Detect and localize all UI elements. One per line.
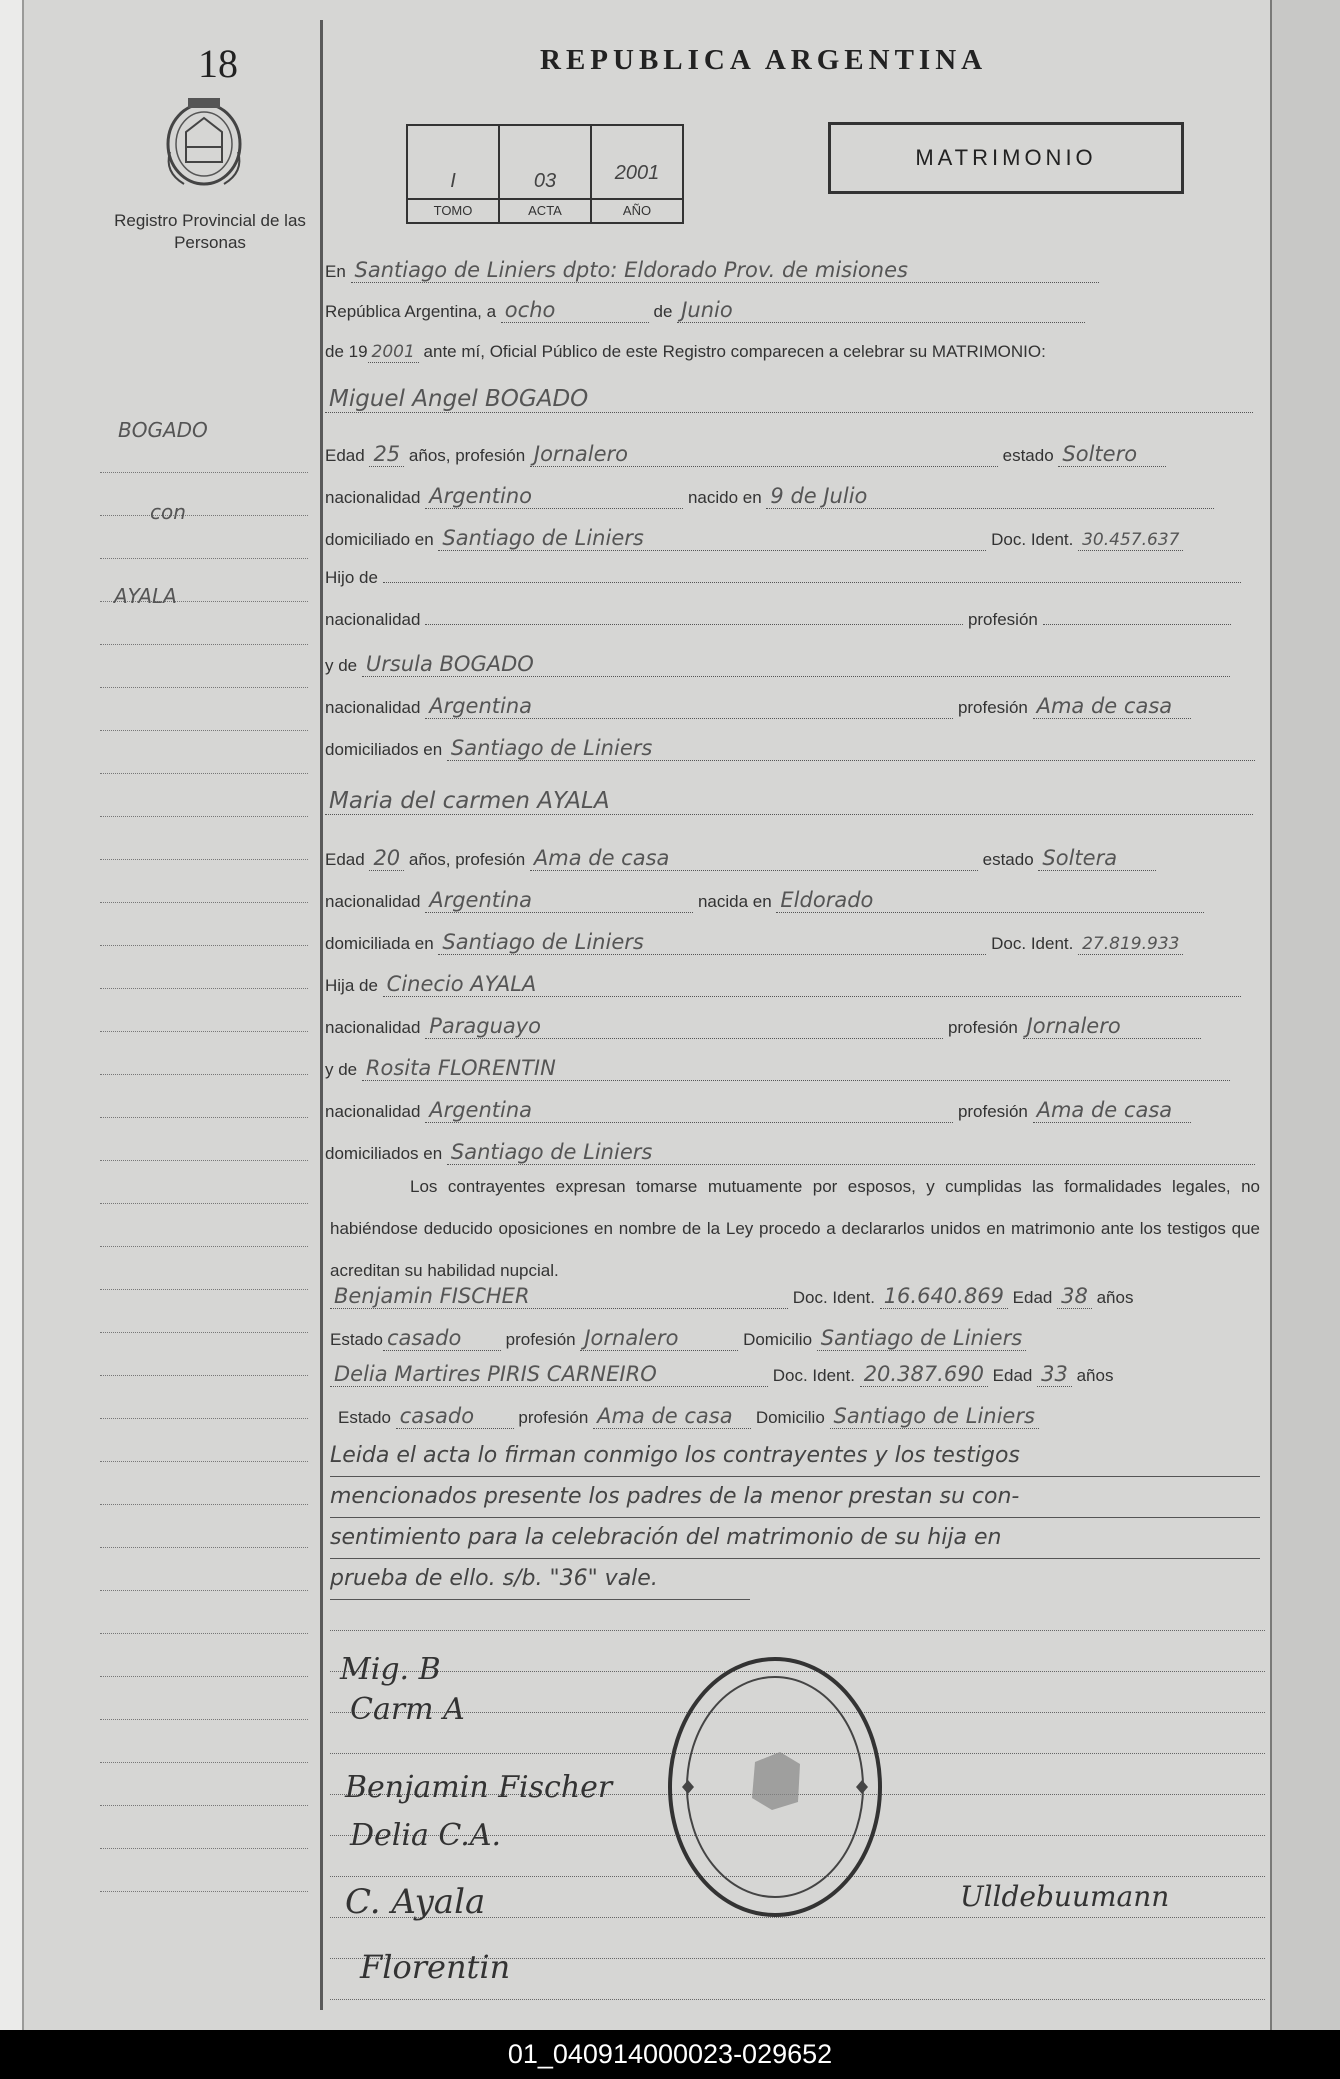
bride-address: Santiago de Liniers xyxy=(438,930,986,955)
row-year: de 19 2001 ante mí, Oficial Público de este Registro comparecen a celebrar su MATRIMONIO: xyxy=(325,342,1046,362)
bride-mother: Rosita FLORENTIN xyxy=(362,1056,1230,1081)
row-groom-father: Hijo de xyxy=(325,568,1267,600)
ano-value: 2001 xyxy=(614,162,660,184)
father-signature: C. Ayala xyxy=(345,1882,486,1922)
closing-note-line: Leida el acta lo firman conmigo los contrayentes y los testigos xyxy=(330,1436,1260,1477)
bride-profession: Ama de casa xyxy=(530,846,978,871)
witness2-status: casado xyxy=(396,1404,514,1429)
binding-edge xyxy=(0,0,24,2030)
groom-profession: Jornalero xyxy=(530,442,998,467)
bride-parents-address: Santiago de Liniers xyxy=(447,1140,1255,1165)
provincial-seal-icon xyxy=(158,92,250,192)
groom-doc: 30.457.637 xyxy=(1078,530,1183,551)
row-witness2-detail: Estado casado profesión Ama de casa Domicilio Santiago de Liniers xyxy=(338,1404,1280,1436)
witness1-profession: Jornalero xyxy=(580,1326,738,1351)
row-bride-name xyxy=(325,788,1267,820)
row-groom-age: Edad 25 años, profesión Jornalero estado Soltero xyxy=(325,442,1267,474)
witness1-age: 38 xyxy=(1057,1284,1092,1309)
day-value: ocho xyxy=(501,298,649,323)
witness1-status: casado xyxy=(383,1326,501,1351)
margin-con: con xyxy=(150,500,186,524)
row-groom-address: domiciliado en Santiago de Liniers Doc. Ident. 30.457.637 xyxy=(325,526,1267,558)
groom-mother: Ursula BOGADO xyxy=(362,652,1230,677)
groom-mother-profession: Ama de casa xyxy=(1033,694,1191,719)
margin-ruled-lines xyxy=(100,430,308,1892)
bride-age: 20 xyxy=(369,846,404,871)
registry-name: Registro Provincial de las Personas xyxy=(114,211,306,252)
margin-bride-surname: AYALA xyxy=(114,584,177,608)
row-bride-mother: y de Rosita FLORENTIN xyxy=(325,1056,1267,1088)
groom-mother-nationality: Argentina xyxy=(425,694,953,719)
row-bride-address: domiciliada en Santiago de Liniers Doc. Ident. 27.819.933 xyxy=(325,930,1267,962)
witness2-address: Santiago de Liniers xyxy=(830,1404,1039,1429)
row-groom-nationality: nacionalidad Argentino nacido en 9 de Julio xyxy=(325,484,1267,516)
tomo-cell xyxy=(408,126,500,222)
row-bride-father: Hija de Cinecio AYALA xyxy=(325,972,1267,1004)
bride-father: Cinecio AYALA xyxy=(383,972,1241,997)
bride-doc: 27.819.933 xyxy=(1078,934,1183,955)
record-type-box: MATRIMONIO xyxy=(828,122,1184,194)
groom-parents-address: Santiago de Liniers xyxy=(447,736,1255,761)
groom-address: Santiago de Liniers xyxy=(438,526,986,551)
bride-signature: Carm A xyxy=(350,1692,465,1727)
bride-birthplace: Eldorado xyxy=(776,888,1204,913)
closing-note-line: mencionados presente los padres de la menor prestan su con- xyxy=(330,1477,1260,1518)
witness2-signature: Delia C.A. xyxy=(350,1818,502,1853)
acta-value: 03 xyxy=(533,170,557,192)
bride-status: Soltera xyxy=(1038,846,1156,871)
closing-note-line: sentimiento para la celebración del matrimonio de su hija en xyxy=(330,1518,1260,1559)
witness1-address: Santiago de Liniers xyxy=(817,1326,1026,1351)
witness1-name: Benjamin FISCHER xyxy=(330,1284,788,1309)
row-bride-nationality: nacionalidad Argentina nacida en Eldorado xyxy=(325,888,1267,920)
ano-label: AÑO xyxy=(592,198,682,222)
mother-signature: Florentin xyxy=(360,1948,511,1986)
row-groom-name xyxy=(325,386,1267,418)
bride-name: Maria del carmen AYALA xyxy=(325,788,1253,815)
declaration-text: Los contrayentes expresan tomarse mutuamente por esposos, y cumplidas las formalidades legales, no habiéndose deducido oposiciones en nombre de la Ley procedo a declararlos unidos en matrimonio ante los testigos que acreditan su habilidad nupcial. xyxy=(330,1177,1260,1280)
witness1-doc: 16.640.869 xyxy=(880,1284,1008,1309)
groom-birthplace: 9 de Julio xyxy=(766,484,1214,509)
acta-label: ACTA xyxy=(500,198,590,222)
closing-note xyxy=(330,1436,1260,1600)
tomo-label: TOMO xyxy=(408,198,498,222)
groom-signature: Mig. B xyxy=(340,1652,441,1687)
witness2-age: 33 xyxy=(1037,1362,1072,1387)
official-round-stamp-icon xyxy=(660,1652,890,1922)
intro-statement: ante mí, Oficial Público de este Registro comparecen a celebrar su MATRIMONIO: xyxy=(423,342,1046,361)
row-bride-mother-nat: nacionalidad Argentina profesión Ama de casa xyxy=(325,1098,1267,1130)
country-title: REPUBLICA ARGENTINA xyxy=(540,44,988,76)
official-signature: Ulldebuumann xyxy=(960,1880,1170,1913)
margin-groom-surname: BOGADO xyxy=(118,418,208,442)
row-groom-father-nat: nacionalidad profesión xyxy=(325,610,1267,642)
groom-name: Miguel Angel BOGADO xyxy=(325,386,1253,413)
folio-number: 18 xyxy=(198,41,238,86)
row-witness2: Delia Martires PIRIS CARNEIRO Doc. Ident. 20.387.690 Edad 33 años xyxy=(330,1362,1272,1394)
row-witness1-detail: Estado casado profesión Jornalero Domicilio Santiago de Liniers xyxy=(330,1326,1272,1358)
row-groom-parents-address: domiciliados en Santiago de Liniers xyxy=(325,736,1267,768)
month-value: Junio xyxy=(677,298,1085,323)
witness2-doc: 20.387.690 xyxy=(860,1362,988,1387)
place-value: Santiago de Liniers dpto: Eldorado Prov. de misiones xyxy=(351,258,1099,283)
row-bride-parents-address: domiciliados en Santiago de Liniers xyxy=(325,1140,1267,1172)
bride-father-profession: Jornalero xyxy=(1023,1014,1201,1039)
row-date: República Argentina, a ocho de Junio xyxy=(325,298,1267,330)
document-code-bar: 01_040914000023-029652 xyxy=(0,2030,1340,2079)
groom-nationality: Argentino xyxy=(425,484,683,509)
groom-status: Soltero xyxy=(1058,442,1166,467)
witness2-profession: Ama de casa xyxy=(593,1404,751,1429)
bride-nationality: Argentina xyxy=(425,888,693,913)
margin-divider xyxy=(320,20,323,2010)
row-bride-age: Edad 20 años, profesión Ama de casa estado Soltera xyxy=(325,846,1267,878)
ano-cell xyxy=(592,126,682,222)
page-edge xyxy=(1270,0,1340,2030)
registration-box xyxy=(406,124,684,224)
tomo-value: I xyxy=(450,170,456,192)
bride-father-nationality: Paraguayo xyxy=(425,1014,943,1039)
witness2-name: Delia Martires PIRIS CARNEIRO xyxy=(330,1362,768,1387)
groom-father xyxy=(383,582,1241,583)
closing-note-line: prueba de ello. s/b. "36" vale. xyxy=(330,1559,750,1600)
bride-mother-nationality: Argentina xyxy=(425,1098,953,1123)
row-groom-mother: y de Ursula BOGADO xyxy=(325,652,1267,684)
acta-cell xyxy=(500,126,592,222)
row-groom-mother-nat: nacionalidad Argentina profesión Ama de casa xyxy=(325,694,1267,726)
bride-mother-profession: Ama de casa xyxy=(1033,1098,1191,1123)
year-value: 2001 xyxy=(368,342,419,363)
witness1-signature: Benjamin Fischer xyxy=(345,1770,613,1805)
row-witness1: Benjamin FISCHER Doc. Ident. 16.640.869 Edad 38 años xyxy=(330,1284,1272,1316)
groom-age: 25 xyxy=(369,442,404,467)
row-bride-father-nat: nacionalidad Paraguayo profesión Jornalero xyxy=(325,1014,1267,1046)
row-place: En Santiago de Liniers dpto: Eldorado Prov. de misiones xyxy=(325,258,1267,290)
